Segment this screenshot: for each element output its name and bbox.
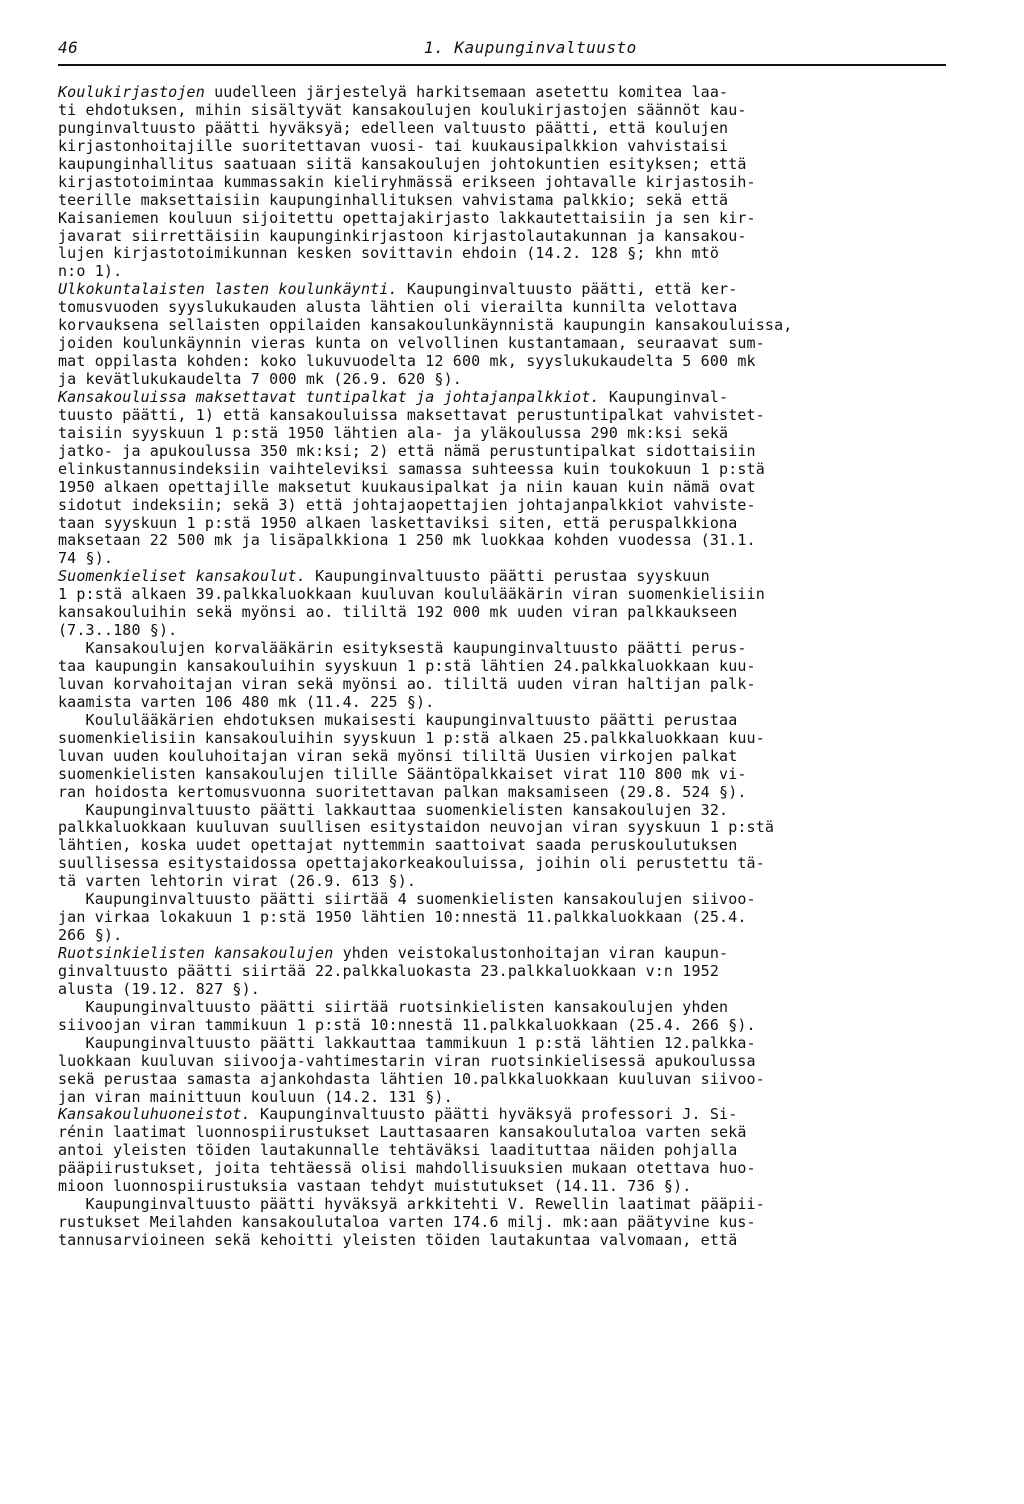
line-text: 74 §). <box>58 549 114 568</box>
text-line <box>58 891 948 909</box>
line-text: Kaupunginvaltuusto päätti siirtää ruotsinkielisten kansakoulujen yhden <box>58 997 729 1016</box>
text-line <box>58 873 948 891</box>
text-line <box>58 138 948 156</box>
line-text: Kaupunginvaltuusto päätti siirtää 4 suomenkielisten kansakoulujen siivoo- <box>58 890 756 909</box>
text-line <box>58 622 948 640</box>
line-text: Kaupunginvaltuusto päätti lakkauttaa suomenkielisten kansakoulujen 32. <box>58 800 729 819</box>
line-text: punginvaltuusto päätti hyväksyä; edelleen valtuusto päätti, että koulujen <box>58 118 729 137</box>
line-text: tuusto päätti, 1) että kansakouluissa maksettavat perustuntipalkat vahvistet- <box>58 405 765 424</box>
line-text: luokkaan kuuluvan siivooja-vahtimestarin viran ruotsinkielisessä apukoulussa <box>58 1051 756 1070</box>
line-text: lähtien, koska uudet opettajat nyttemmin saattoivat saada peruskoulutuksen <box>58 836 738 855</box>
line-text: kirjastonhoitajille suoritettavan vuosi- tai kuukausipalkkion vahvistaisi <box>58 136 729 155</box>
text-line <box>58 317 948 335</box>
text-line <box>58 515 948 533</box>
text-line <box>58 1232 948 1250</box>
line-text: kansakouluihin sekä myönsi ao. tililtä 192 000 mk uuden viran palkkaukseen <box>58 603 738 622</box>
text-line <box>58 604 948 622</box>
text-line <box>58 281 948 299</box>
line-text: palkkaluokkaan kuuluvan suullisen esitystaidon neuvojan viran syyskuun 1 p:stä <box>58 818 775 837</box>
line-text: taa kaupungin kansakouluihin syyskuun 1 p:stä lähtien 24.palkkaluokkaan kuu- <box>58 657 756 675</box>
line-text: kaupunginhallitus saatuaan siitä kansakoulujen johtokuntien esityksen; että <box>58 154 747 173</box>
text-line <box>58 228 948 246</box>
line-text: Kaupunginvaltuusto päätti, että ker- <box>397 280 738 299</box>
text-line <box>58 999 948 1017</box>
line-text: lujen kirjastotoimikunnan kesken sovittavin ehdoin (14.2. 128 §; khn mtö <box>58 244 720 263</box>
line-text: suullisessa esitystaidossa opettajakorkeakouluissa, joihin oli perustettu tä- <box>58 854 765 873</box>
line-text: pääpiirustukset, joita tehtäessä olisi mahdollisuuksien mukaan otettava huo- <box>58 1159 756 1178</box>
line-text: rustukset Meilahden kansakoulutaloa varten 174.6 milj. mk:aan päätyvine kus- <box>58 1213 756 1232</box>
text-line <box>58 102 948 120</box>
text-line <box>58 550 948 568</box>
line-text: Kaupunginvaltuusto päätti lakkauttaa tammikuun 1 p:stä lähtien 12.palkka- <box>58 1033 756 1052</box>
page-number: 46 <box>58 38 79 57</box>
text-line <box>58 1196 948 1214</box>
text-line <box>58 1035 948 1053</box>
text-line <box>58 192 948 210</box>
line-text: joiden koulunkäynnin vieras kunta on velvollinen kustantamaan, seuraavat sum- <box>58 334 765 353</box>
line-text: jan virkaa lokakuun 1 p:stä 1950 lähtien 10:nnestä 11.palkkaluokkaan (25.4. <box>58 908 747 927</box>
text-line <box>58 353 948 371</box>
line-text: 1950 alkaen opettajille maksetut kuukausipalkat ja niin kauan kuin nämä ovat <box>58 477 756 496</box>
page-header <box>58 38 946 66</box>
section-heading: Kansakouluissa maksettavat tuntipalkat ja johtajanpalkkiot. <box>58 387 600 406</box>
line-text: taan syyskuun 1 p:stä 1950 alkaen laskettaviksi siten, että peruspalkkiona <box>58 513 738 532</box>
text-line <box>58 819 948 837</box>
text-line <box>58 120 948 138</box>
text-line <box>58 1071 948 1089</box>
body-text <box>58 84 948 1250</box>
line-text: Kaupunginvaltuusto päätti perustaa syyskuun <box>305 567 710 586</box>
line-text: taisiin syyskuun 1 p:stä 1950 lähtien ala- ja yläkoulussa 290 mk:ksi sekä <box>58 423 729 442</box>
line-text: ti ehdotuksen, mihin sisältyvät kansakoulujen koulukirjastojen säännöt kau- <box>58 100 747 119</box>
text-line <box>58 855 948 873</box>
section-heading: Koulukirjastojen <box>58 83 205 101</box>
text-line <box>58 335 948 353</box>
text-line <box>58 784 948 802</box>
text-line <box>58 568 948 586</box>
text-line <box>58 963 948 981</box>
text-line <box>58 263 948 281</box>
line-text: ja kevätlukukaudelta 7 000 mk (26.9. 620 §). <box>58 370 462 388</box>
line-text: kaamista varten 106 480 mk (11.4. 225 §). <box>58 692 435 711</box>
section-heading: Kansakouluhuoneistot. <box>58 1105 251 1124</box>
line-text: 1 p:stä alkaen 39.palkkaluokkaan kuuluvan koululääkärin viran suomenkielisiin <box>58 585 765 604</box>
text-line <box>58 748 948 766</box>
text-line <box>58 694 948 712</box>
line-text: siivoojan viran tammikuun 1 p:stä 10:nnestä 11.palkkaluokkaan (25.4. 266 §). <box>58 1015 756 1034</box>
line-text: Kaupunginval- <box>599 387 729 406</box>
line-text: rénin laatimat luonnospiirustukset Lauttasaaren kansakoulutaloa varten sekä <box>58 1123 747 1142</box>
text-line <box>58 425 948 443</box>
line-text: (7.3..180 §). <box>58 621 178 640</box>
line-text: mat oppilasta kohden: koko lukuvuodelta 12 600 mk, syyslukukaudelta 5 600 mk <box>58 352 756 371</box>
line-text: jatko- ja apukoulussa 350 mk:ksi; 2) että nämä perustuntipalkat sidottaisiin <box>58 441 756 460</box>
line-text: mioon luonnospiirustuksia vastaan tehdyt muistutukset (14.11. 736 §). <box>58 1177 692 1196</box>
text-line <box>58 945 948 963</box>
text-line <box>58 532 948 550</box>
section-heading: Ulkokuntalaisten lasten koulunkäynti. <box>58 280 398 299</box>
line-text: Kaisaniemen kouluun sijoitettu opettajakirjasto lakkautettaisiin ja sen kir- <box>58 208 756 227</box>
line-text: teerille maksettaisiin kaupunginhallituksen vahvistama palkkio; sekä että <box>58 190 729 209</box>
line-text: tannusarvioineen sekä kehoitti yleisten töiden lautakuntaa valvomaan, että <box>58 1231 738 1249</box>
text-line <box>58 443 948 461</box>
text-line <box>58 1178 948 1196</box>
line-text: Koululääkärien ehdotuksen mukaisesti kaupunginvaltuusto päätti perustaa <box>58 710 738 729</box>
text-line <box>58 1160 948 1178</box>
text-line <box>58 389 948 407</box>
text-line <box>58 174 948 192</box>
line-text: ginvaltuusto päätti siirtää 22.palkkaluokasta 23.palkkaluokkaan v:n 1952 <box>58 961 720 980</box>
section-heading: Suomenkieliset kansakoulut. <box>58 567 306 586</box>
line-text: maksetaan 22 500 mk ja lisäpalkkiona 1 250 mk luokkaa kohden vuodessa (31.1. <box>58 531 756 550</box>
line-text: jan viran mainittuun kouluun (14.2. 131 §). <box>58 1087 453 1106</box>
line-text: luvan uuden kouluhoitajan viran sekä myönsi tililtä Uusien virkojen palkat <box>58 746 738 765</box>
text-line <box>58 712 948 730</box>
line-text: luvan korvahoitajan viran sekä myönsi ao. tililtä uuden viran haltijan palk- <box>58 674 756 693</box>
text-line <box>58 1053 948 1071</box>
line-text: elinkustannusindeksiin vaihteleviksi samassa suhteessa kuin toukokuun 1 p:stä <box>58 459 765 478</box>
line-text: uudelleen järjestelyä harkitsemaan asetettu komitea laa- <box>204 83 729 101</box>
text-line <box>58 210 948 228</box>
line-text: Kaupunginvaltuusto päätti hyväksyä arkkitehti V. Rewellin laatimat pääpii- <box>58 1195 765 1214</box>
running-title: 1. Kaupunginvaltuusto <box>424 38 637 57</box>
text-line <box>58 909 948 927</box>
line-text: sidotut indeksiin; sekä 3) että johtajaopettajien johtajanpalkkiot vahviste- <box>58 495 756 514</box>
text-line <box>58 299 948 317</box>
line-text: kirjastotoimintaa kummassakin kieliryhmässä erikseen johtavalle kirjastosih- <box>58 172 756 191</box>
line-text: javarat siirrettäisiin kaupunginkirjastoon kirjastolautakunnan ja kansakou- <box>58 226 747 245</box>
text-line <box>58 981 948 999</box>
line-text: Kaupunginvaltuusto päätti hyväksyä professori J. Si- <box>250 1105 738 1124</box>
text-line <box>58 766 948 784</box>
text-line <box>58 1017 948 1035</box>
text-line <box>58 84 948 102</box>
line-text: korvauksena sellaisten oppilaiden kansakoulunkäynnistä kaupungin kansakouluissa, <box>58 316 793 335</box>
text-line <box>58 1089 948 1107</box>
text-line <box>58 497 948 515</box>
line-text: sekä perustaa samasta ajankohdasta lähtien 10.palkkaluokkaan kuuluvan siivoo- <box>58 1069 765 1088</box>
line-text: antoi yleisten töiden lautakunnalle tehtäväksi laadituttaa näiden pohjalla <box>58 1141 738 1160</box>
section-heading: Ruotsinkielisten kansakoulujen <box>58 944 334 962</box>
text-line <box>58 802 948 820</box>
text-line <box>58 586 948 604</box>
text-line <box>58 730 948 748</box>
text-line <box>58 640 948 658</box>
text-line <box>58 1142 948 1160</box>
line-text: tomusvuoden syyslukukauden alusta lähtien oli vierailta kunnilta velottava <box>58 298 738 317</box>
text-line <box>58 927 948 945</box>
line-text: Kansakoulujen korvalääkärin esityksestä kaupunginvaltuusto päätti perus- <box>58 639 747 658</box>
text-line <box>58 1214 948 1232</box>
line-text: suomenkielisten kansakoulujen tilille Sääntöpalkkaiset virat 110 800 mk vi- <box>58 764 747 783</box>
line-text: suomenkielisiin kansakouluihin syyskuun 1 p:stä alkaen 25.palkkaluokkaan kuu- <box>58 728 765 747</box>
line-text: tä varten lehtorin virat (26.9. 613 §). <box>58 872 417 891</box>
text-line <box>58 676 948 694</box>
line-text: yhden veistokalustonhoitajan viran kaupun- <box>333 944 729 962</box>
text-line <box>58 245 948 263</box>
line-text: n:o 1). <box>58 262 123 281</box>
text-line <box>58 156 948 174</box>
line-text: 266 §). <box>58 926 123 945</box>
text-line <box>58 371 948 389</box>
text-line <box>58 1124 948 1142</box>
text-line <box>58 658 948 676</box>
text-line <box>58 461 948 479</box>
text-line <box>58 837 948 855</box>
line-text: alusta (19.12. 827 §). <box>58 979 260 998</box>
text-line <box>58 479 948 497</box>
text-line <box>58 407 948 425</box>
text-line <box>58 1106 948 1124</box>
line-text: ran hoidosta kertomusvuonna suoritettavan palkan maksamiseen (29.8. 524 §). <box>58 782 747 801</box>
